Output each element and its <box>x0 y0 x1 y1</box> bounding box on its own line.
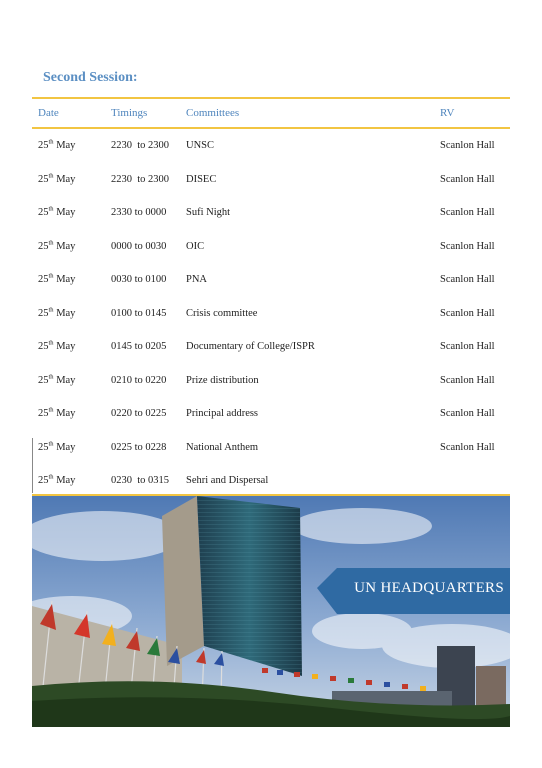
date-suffix: th <box>48 138 54 146</box>
committee-cell: Crisis committee <box>186 307 258 319</box>
date-suffix: th <box>48 406 54 414</box>
timing-cell: 0145 to 0205 <box>111 341 167 353</box>
rv-cell: Scanlon Hall <box>440 408 495 420</box>
committee-cell: Prize distribution <box>186 374 259 386</box>
un-headquarters-photo <box>32 494 510 727</box>
timing-cell: 0230 to 0315 <box>111 475 170 487</box>
rv-cell: Scanlon Hall <box>440 140 495 152</box>
rv-cell: Scanlon Hall <box>440 307 495 319</box>
date-cell <box>32 230 105 264</box>
date-cell <box>32 397 105 431</box>
date-month: May <box>56 173 76 185</box>
committee-cell: Principal address <box>186 408 259 420</box>
schedule-table <box>32 97 510 498</box>
timing-cell: 0030 to 0100 <box>111 274 167 286</box>
date-suffix: th <box>48 339 54 347</box>
committee-cell: National Anthem <box>186 441 259 453</box>
date-cell <box>32 163 105 197</box>
committee-cell: OIC <box>186 240 205 252</box>
date-day: 25 <box>38 207 49 219</box>
date-day: 25 <box>38 140 49 152</box>
table-left-rule <box>32 438 33 493</box>
date-cell <box>32 297 105 331</box>
timing-cell: 2230 to 2300 <box>111 140 170 152</box>
date-suffix: th <box>48 440 54 448</box>
column-header-rv: RV <box>440 107 455 119</box>
date-day: 25 <box>38 341 49 353</box>
session-heading: Second Session: <box>43 70 138 85</box>
table-row <box>32 431 510 465</box>
date-cell <box>32 196 105 230</box>
date-month: May <box>56 207 76 219</box>
date-cell <box>32 464 105 498</box>
photo-illustration <box>32 496 510 727</box>
date-month: May <box>56 274 76 286</box>
date-day: 25 <box>38 475 49 487</box>
date-day: 25 <box>38 173 49 185</box>
table-row <box>32 464 510 498</box>
date-suffix: th <box>48 473 54 481</box>
timing-cell: 2230 to 2300 <box>111 173 170 185</box>
column-header-timings: Timings <box>111 107 148 119</box>
committee-cell: DISEC <box>186 173 217 185</box>
rv-cell: Scanlon Hall <box>440 374 495 386</box>
date-month: May <box>56 408 76 420</box>
table-row <box>32 330 510 364</box>
timing-cell: 0210 to 0220 <box>111 374 167 386</box>
date-suffix: th <box>48 205 54 213</box>
date-day: 25 <box>38 374 49 386</box>
committee-cell: UNSC <box>186 140 215 152</box>
table-row <box>32 263 510 297</box>
date-cell <box>32 128 105 163</box>
timing-cell: 0100 to 0145 <box>111 307 167 319</box>
table-header-row <box>32 98 510 128</box>
rv-cell: Scanlon Hall <box>440 207 495 219</box>
rv-cell: Scanlon Hall <box>440 173 495 185</box>
date-suffix: th <box>48 373 54 381</box>
column-header-committees: Committees <box>186 107 240 119</box>
date-month: May <box>56 475 76 487</box>
date-cell <box>32 431 105 465</box>
date-cell <box>32 364 105 398</box>
rv-cell: Scanlon Hall <box>440 441 495 453</box>
date-month: May <box>56 374 76 386</box>
table-row <box>32 128 510 163</box>
timing-cell: 0000 to 0030 <box>111 240 167 252</box>
committee-cell: PNA <box>186 274 208 286</box>
banner-label: UN HEADQUARTERS <box>354 580 504 596</box>
date-suffix: th <box>48 239 54 247</box>
table-row <box>32 297 510 331</box>
rv-cell <box>434 464 510 498</box>
date-month: May <box>56 441 76 453</box>
date-cell <box>32 330 105 364</box>
date-month: May <box>56 140 76 152</box>
date-suffix: th <box>48 306 54 314</box>
date-month: May <box>56 341 76 353</box>
committee-cell: Sufi Night <box>186 207 231 219</box>
committee-cell: Documentary of College/ISPR <box>186 341 315 353</box>
date-day: 25 <box>38 441 49 453</box>
rv-cell: Scanlon Hall <box>440 274 495 286</box>
date-day: 25 <box>38 274 49 286</box>
committee-cell: Sehri and Dispersal <box>186 475 269 487</box>
table-row <box>32 397 510 431</box>
timing-cell: 0225 to 0228 <box>111 441 167 453</box>
date-month: May <box>56 307 76 319</box>
date-day: 25 <box>38 408 49 420</box>
rv-cell: Scanlon Hall <box>440 341 495 353</box>
table-row <box>32 163 510 197</box>
date-month: May <box>56 240 76 252</box>
table-row <box>32 230 510 264</box>
table-row <box>32 364 510 398</box>
timing-cell: 0220 to 0225 <box>111 408 167 420</box>
date-day: 25 <box>38 240 49 252</box>
table-row <box>32 196 510 230</box>
column-header-date: Date <box>38 107 59 119</box>
tower-side-wall <box>162 496 204 666</box>
date-day: 25 <box>38 307 49 319</box>
date-cell <box>32 263 105 297</box>
rv-cell: Scanlon Hall <box>440 240 495 252</box>
date-suffix: th <box>48 272 54 280</box>
date-suffix: th <box>48 172 54 180</box>
timing-cell: 2330 to 0000 <box>111 207 167 219</box>
